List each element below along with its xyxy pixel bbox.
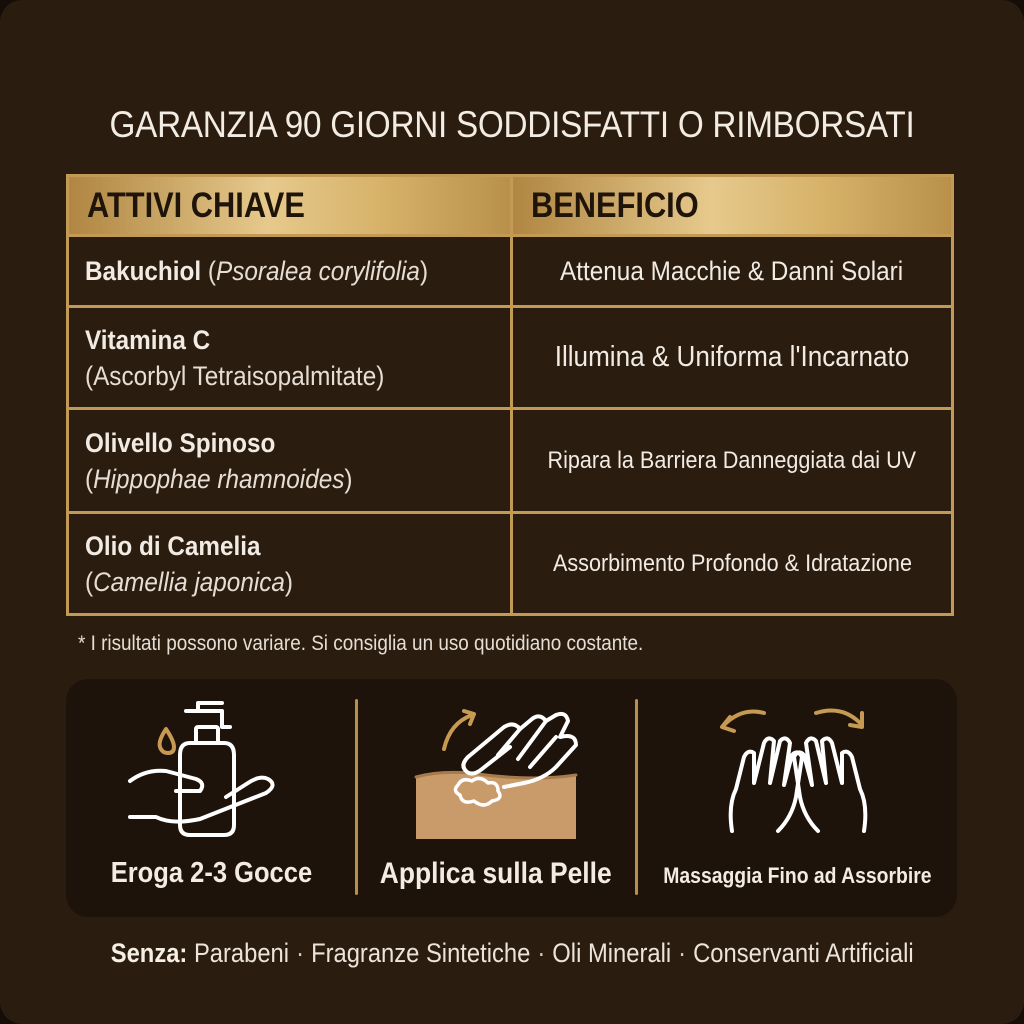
ingredient-latin: Camellia japonica [93,566,285,597]
table-row [68,236,953,307]
header-key-actives: ATTIVI CHIAVE [68,176,512,236]
benefit-text: Ripara la Barriera Danneggiata dai UV [547,446,917,474]
hand-applying-skin-icon [406,697,586,847]
ingredient-name: Olivello Spinoso [85,427,276,458]
benefit-text: Assorbimento Profondo & Idratazione [552,549,912,577]
header-benefit: BENEFICIO [512,176,953,236]
free-from-label: Senza: [110,938,188,968]
free-from-item: Fragranze Sintetiche [310,938,531,968]
free-from-item: Oli Minerali [552,938,671,968]
pump-bottle-hand-icon [126,699,296,849]
free-from-item: Conservanti Artificiali [692,938,914,968]
ingredient-latin: Hippophae rhamnoides [93,463,345,494]
table-row [68,307,953,409]
benefit-cell [512,236,953,307]
table-row [68,513,953,615]
benefit-text: Illumina & Uniforma l'Incarnato [554,341,910,373]
ingredient-name: Olio di Camelia [85,530,261,561]
benefit-cell [512,513,953,615]
step-label: Eroga 2-3 Gocce [110,857,312,889]
ingredient-cell: Olivello Spinoso (Hippophae rhamnoides) [68,409,512,513]
table-row [68,409,953,513]
ingredient-latin: Psoralea corylifolia [215,256,420,286]
ingredient-name: Bakuchiol [85,256,202,286]
benefit-cell [512,307,953,409]
hands-massage-icon [708,701,888,851]
free-from-list: Senza: Parabeni · Fragranze Sintetiche · Oli Minerali · Conservanti Artificiali [110,938,914,968]
step-dispense [66,679,356,917]
step-label: Massaggia Fino ad Assorbire [663,863,932,888]
ingredient-name: Vitamina C [85,324,211,355]
free-from-item: Parabeni [193,938,289,968]
benefit-cell [512,409,953,513]
step-apply [358,679,634,917]
ingredient-cell: Bakuchiol (Psoralea corylifolia) [68,236,512,307]
usage-steps-panel [66,679,957,917]
ingredients-table [66,174,954,616]
step-massage [638,679,957,917]
step-label: Applica sulla Pelle [380,857,612,890]
ingredient-cell: Olio di Camelia (Camellia japonica) [68,513,512,615]
benefit-text: Attenua Macchie & Danni Solari [560,255,904,286]
ingredient-cell: Vitamina C (Ascorbyl Tetraisopalmitate) [68,307,512,409]
ingredient-latin: Ascorbyl Tetraisopalmitate [93,360,377,391]
guarantee-headline: GARANZIA 90 GIORNI SODDISFATTI O RIMBORSATI [109,104,915,145]
table-header-row [68,176,953,236]
results-disclaimer: * I risultati possono variare. Si consiglia un uso quotidiano costante. [78,632,644,655]
